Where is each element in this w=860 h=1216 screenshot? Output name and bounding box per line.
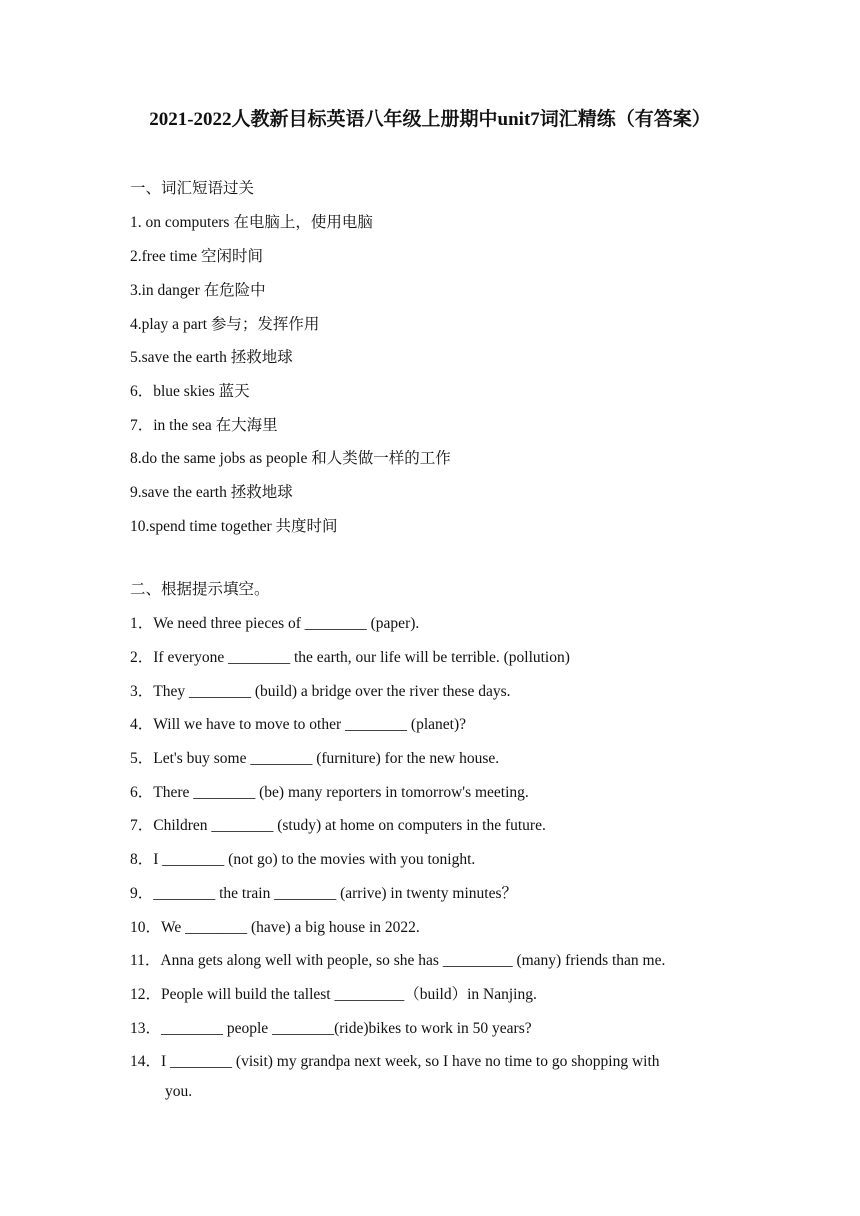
exercise-item: 10．We ________ (have) a big house in 2022. [130, 919, 420, 936]
vocab-item: 5.save the earth 拯救地球 [130, 349, 293, 366]
exercise-item: 2．If everyone ________ the earth, our life will be terrible. (pollution) [130, 649, 570, 666]
vocab-item: 2.free time 空闲时间 [130, 248, 264, 265]
vocab-item: 8.do the same jobs as people 和人类做一样的工作 [130, 450, 451, 467]
vocab-item: 1. on computers 在电脑上，使用电脑 [130, 214, 373, 231]
vocab-item: 3.in danger 在危险中 [130, 282, 266, 299]
exercise-item: 4．Will we have to move to other ________ (planet)? [130, 716, 466, 733]
section-heading-fill-blanks: 二、根据提示填空。 [130, 581, 270, 598]
exercise-item: 11．Anna gets along well with people, so she has _________ (many) friends than me. [130, 952, 666, 969]
exercise-item-continuation: you. [165, 1083, 193, 1100]
exercise-item: 6．There ________ (be) many reporters in tomorrow's meeting. [130, 784, 529, 801]
vocab-item: 4.play a part 参与；发挥作用 [130, 316, 320, 333]
exercise-item: 14．I ________ (visit) my grandpa next week, so I have no time to go shopping with [130, 1053, 660, 1070]
exercise-item: 12．People will build the tallest _________（build）in Nanjing. [130, 986, 537, 1003]
vocab-item: 6．blue skies 蓝天 [130, 383, 250, 400]
exercise-item: 5．Let's buy some ________ (furniture) for the new house. [130, 750, 500, 767]
exercise-item: 7．Children ________ (study) at home on computers in the future. [130, 817, 546, 834]
exercise-item: 3．They ________ (build) a bridge over the river these days. [130, 683, 511, 700]
exercise-item: 1．We need three pieces of ________ (paper). [130, 615, 420, 632]
exercise-item: 9．________ the train ________ (arrive) in twenty minutes？ [130, 885, 518, 902]
exercise-item: 13．________ people ________(ride)bikes to work in 50 years? [130, 1020, 532, 1037]
page-title: 2021-2022人教新目标英语八年级上册期中unit7词汇精练（有答案） [149, 109, 711, 130]
vocab-item: 9.save the earth 拯救地球 [130, 484, 293, 501]
vocab-item: 7．in the sea 在大海里 [130, 417, 278, 434]
exercise-item: 8．I ________ (not go) to the movies with you tonight. [130, 851, 476, 868]
vocab-item: 10.spend time together 共度时间 [130, 518, 338, 535]
section-heading-vocabulary: 一、词汇短语过关 [130, 180, 255, 197]
